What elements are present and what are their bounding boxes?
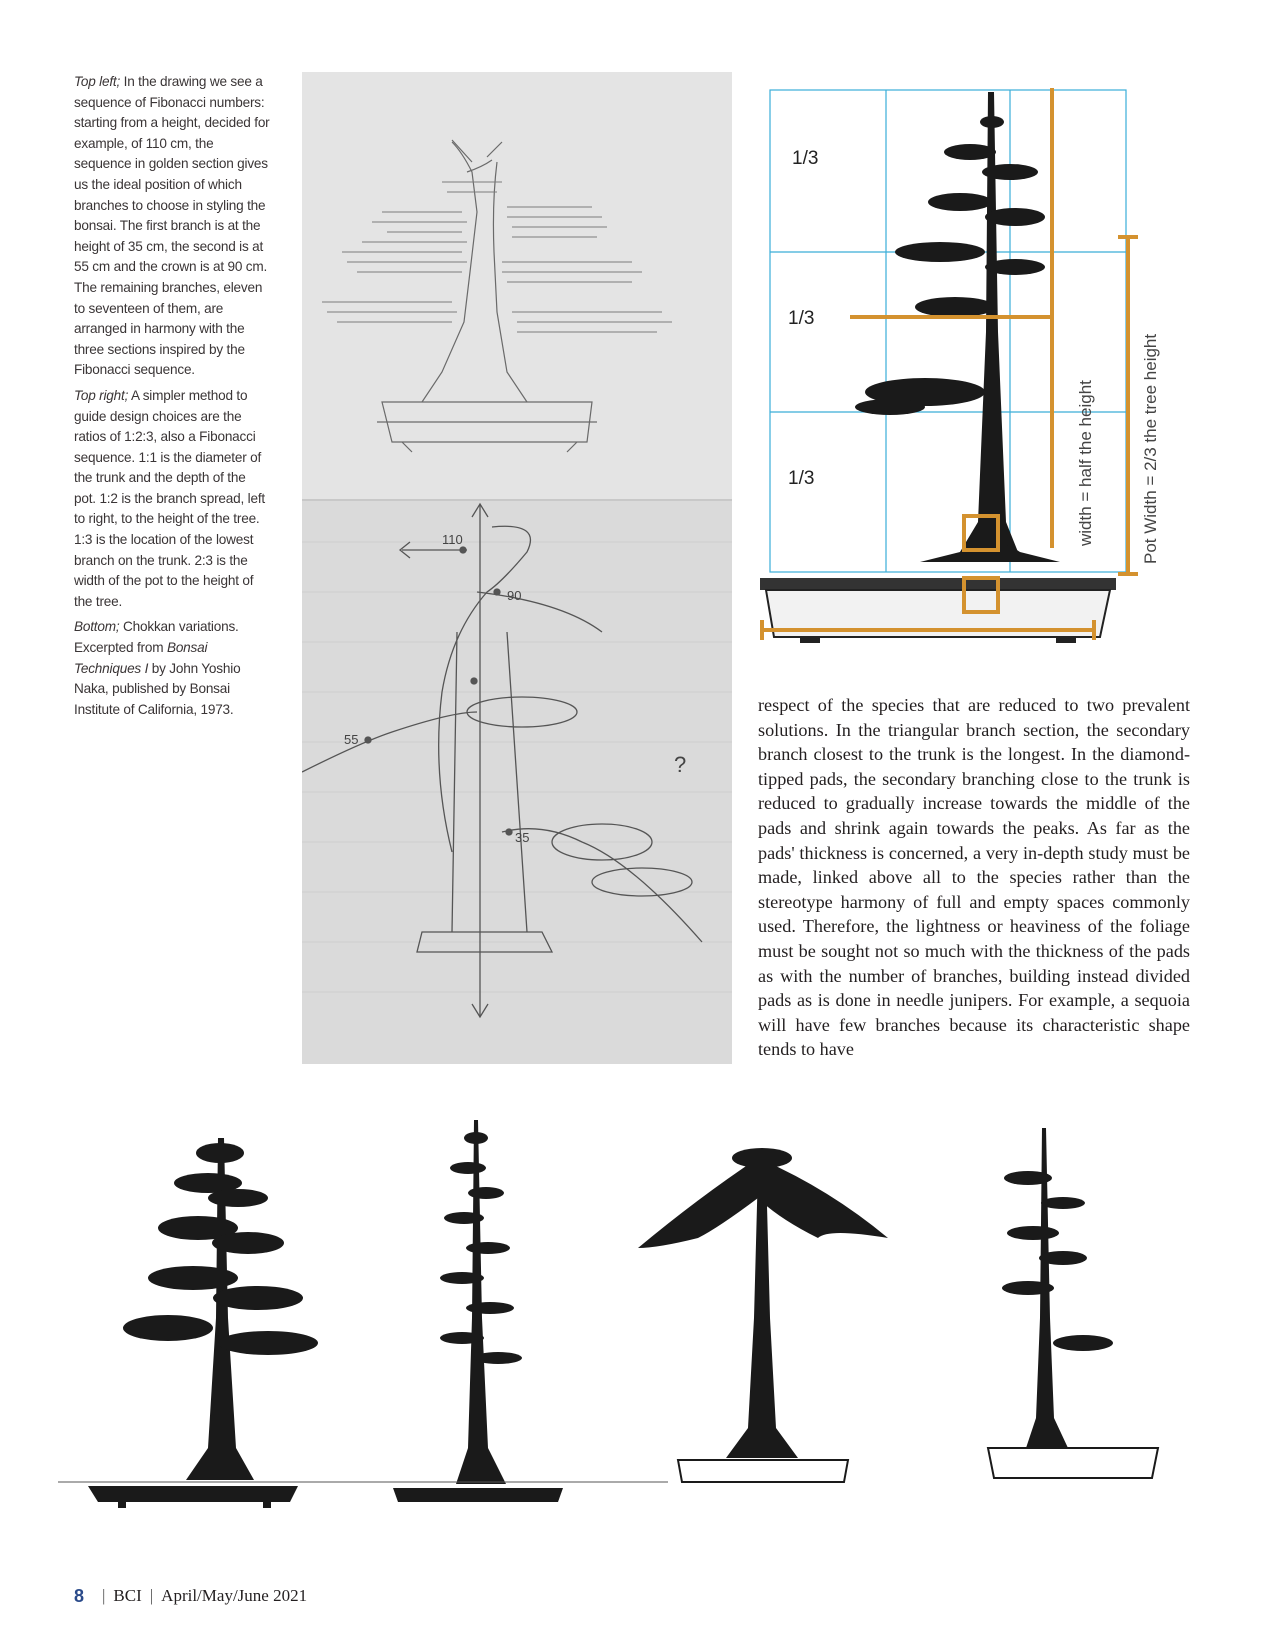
caption-lead: Top left; — [74, 74, 121, 89]
sketch-label-90: 90 — [507, 588, 522, 603]
thirds-grid — [770, 90, 1126, 572]
section-label-middle: 1/3 — [788, 308, 815, 329]
sketch-label-55: 55 — [344, 732, 359, 747]
width-label: width = half the height — [1076, 380, 1095, 546]
footer-separator: | — [149, 1586, 154, 1605]
section-label-top: 1/3 — [792, 148, 819, 169]
issue-date: April/May/June 2021 — [161, 1586, 308, 1605]
publication-name: BCI — [113, 1586, 142, 1605]
caption-top-left — [74, 72, 270, 381]
chokkan-variations — [58, 1118, 1238, 1558]
photo-caption — [74, 72, 270, 725]
chokkan-tree-2 — [393, 1120, 563, 1502]
pot-width-label: Pot Width = 2/3 the tree height — [1141, 333, 1160, 564]
pencil-sketch-photo — [302, 72, 732, 1064]
article-body: respect of the species that are reduced to two prevalent solutions. In the triangular branch section, the secondary branch closest to the trunk is the longest. In the diamond-tipped pads, the secondary branching close to the trunk is reduced to gradually increase towards the middle of the pads and shrink again towards the peaks. As far as the pads' thickness is concerned, a very in-depth study must be made, linked above all to the species rather than the stereotype harmony of full and empty spaces commonly used. Therefore, the lightness or heaviness of the foliage must be sought not so much with the thickness of the pads as with the number of branches, building instead divided pads as is done in needle junipers. For example, a sequoia will have few branches because its characteristic shape tends to have — [758, 695, 1190, 1060]
page-number: 8 — [74, 1585, 85, 1606]
diagram-pot — [760, 578, 1116, 643]
caption-lead: Bottom; — [74, 619, 120, 635]
caption-text: A simpler method to guide design choices are the ratios of 1:2:3, also a Fibonacci sequence. 1:1 is the diameter of the trunk and the depth of the pot. 1:2 is the branch spread, left to right, to the height of the tree. 1:3 is the location of the lowest branch on the trunk. 2:3 is the width of the pot to the height of the tree. — [74, 387, 265, 609]
proportion-diagram — [760, 82, 1200, 672]
sketch-label-question: ? — [674, 752, 687, 777]
sketch-label-110: 110 — [442, 532, 463, 547]
footer-separator: | — [102, 1586, 106, 1605]
sketch-label-35: 35 — [515, 830, 530, 845]
section-label-bottom: 1/3 — [788, 468, 815, 489]
caption-lead: Top right; — [74, 387, 129, 403]
chokkan-tree-4 — [988, 1128, 1158, 1478]
chokkan-tree-3 — [638, 1148, 888, 1482]
caption-bottom — [74, 617, 270, 720]
caption-top-right — [74, 386, 270, 613]
chokkan-tree-1 — [88, 1138, 318, 1508]
caption-text: Chokkan variations. Excerpted from — [74, 619, 239, 656]
caption-text: In the drawing we see a sequence of Fibonacci numbers: starting from a height, decided for example, of 110 cm, the sequence in golden section gives us the ideal position of which branches to choose in styling the bonsai. The first branch is at the height of 35 cm, the second is at 55 cm and the crown is at 90 cm. The remaining branches, eleven to seventeen of them, are arranged in harmony with the three sections inspired by the Fibonacci sequence. — [74, 74, 270, 378]
sketch-drawing — [302, 72, 732, 1064]
caption-text: by John Yoshio Naka, published by Bonsai Institute of California, 1973. — [74, 660, 241, 717]
page-footer — [74, 1584, 307, 1608]
book-title: Bonsai Techniques I — [74, 640, 208, 676]
